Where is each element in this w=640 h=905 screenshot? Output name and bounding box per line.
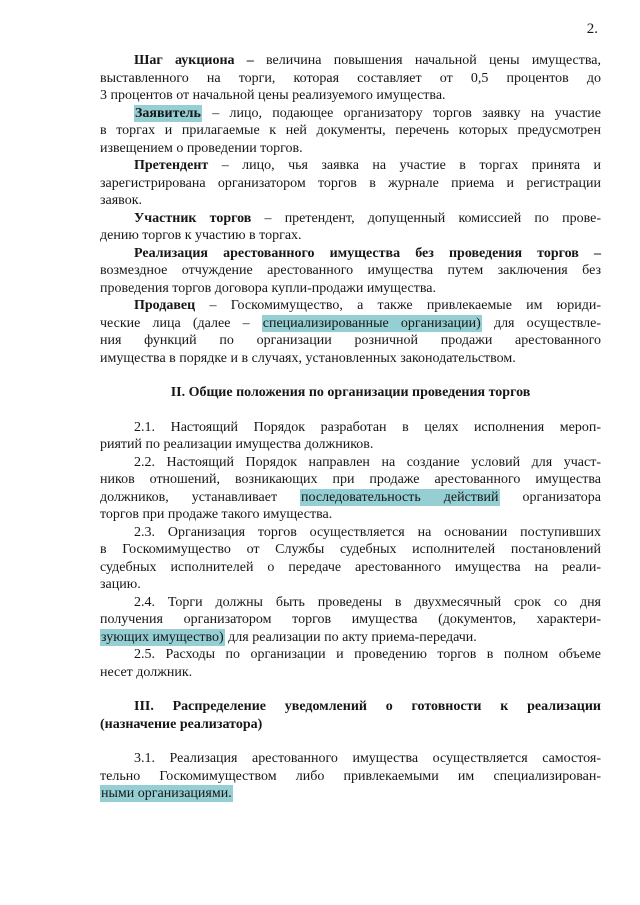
paragraph [100,419,601,454]
text-segment: должников, устанавливает [100,489,301,505]
text-line [100,541,601,559]
text-segment: выставленного на торги, которая составляет от 0,5 процентов до [100,70,601,86]
text-segment: риятий по реализации имущества должников. [100,437,374,452]
paragraph [100,454,601,524]
text-segment: 2.3. Организация торгов осуществляется на основании поступивших [134,524,601,540]
text-segment: Претендент [134,158,209,173]
highlighted-text: последовательность действий [301,489,499,505]
text-line [100,210,601,228]
highlighted-text: Заявитель [135,105,201,121]
text-line [100,157,601,175]
text-segment: 2.5. Расходы по организации и проведению торгов в полном объеме [134,647,601,662]
text-line [100,227,601,245]
paragraph [100,750,601,803]
text-line [100,576,601,594]
text-line [100,140,601,158]
text-segment: ния функций по организации розничной продажи арестованного [100,333,601,348]
text-line [100,350,601,368]
text-line [100,52,601,70]
paragraph [100,297,601,367]
text-segment: судебных исполнителей о передаче арестованного имущества на реали- [100,559,601,575]
text-line [100,175,601,193]
text-segment: 3.1. Реализация арестованного имущества осуществляется самостоя- [134,751,601,766]
highlighted-text: ными организациями. [101,786,232,801]
text-segment: ников отношений, возникающих при продаже арестованного имущества [100,472,601,487]
text-segment: для осуществле- [481,315,602,331]
text-line [100,785,601,803]
paragraph [100,245,601,298]
text-line [100,262,601,280]
paragraph [100,157,601,210]
paragraph [100,105,601,158]
text-line [100,192,601,210]
paragraph [100,52,601,105]
document-body [100,52,601,803]
text-line [100,524,601,542]
text-line [100,454,601,472]
text-line [100,315,601,333]
text-segment: организатора [499,489,601,505]
text-segment: – Госкомимущество, а также привлекаемые им юриди- [195,298,601,313]
text-segment: – лицо, чья заявка на участие в торгах принята и [208,158,601,173]
paragraph [100,646,601,681]
text-line [100,87,601,105]
text-segment: в торгах и прилагаемые к ней документы, перечень которых предусмотрен [100,123,601,138]
section-heading [100,384,601,402]
text-segment: II. Общие положения по организации проведения торгов [170,385,531,400]
text-segment: зацию. [100,577,141,592]
text-segment: – лицо, подающее организатору торгов заявку на участие [201,105,601,121]
text-segment: несет должник. [100,664,193,680]
text-segment: Продавец [134,298,196,313]
text-segment: имущества в порядке и в случаях, установленных законодательством. [100,350,516,366]
text-segment: – претендент, допущенный комиссией по прове- [251,210,601,226]
paragraph [100,594,601,647]
text-segment: (назначение реализатора) [100,716,263,732]
text-line [100,664,601,682]
text-line [100,471,601,489]
text-line [100,297,601,315]
text-segment: III. Распределение уведомлений о готовности к реализации [134,699,601,714]
text-line [100,611,601,629]
text-line [100,70,601,88]
text-line [100,105,601,123]
text-line [100,245,601,263]
text-segment: дению торгов к участию в торгах. [100,228,302,243]
paragraph [100,210,601,245]
text-segment: 2.4. Торги должны быть проведены в двухмесячный срок со дня [134,594,601,610]
text-segment: возмездное отчуждение арестованного имущества путем заключения без [100,263,601,278]
page-number: 2. [586,21,598,37]
text-line [100,489,601,507]
text-segment: ческие лица (далее – [100,315,262,331]
text-segment: получения организатором торгов имущества (документов, характери- [100,612,601,627]
text-segment: извещением о проведении торгов. [100,140,303,156]
paragraph [100,524,601,594]
text-line [100,506,601,524]
text-segment: Реализация арестованного имущества без проведения торгов – [134,245,601,261]
text-segment: в Госкомимущество от Службы судебных исполнителей постановлений [100,542,601,557]
text-line [100,122,601,140]
text-line [100,559,601,577]
text-line [100,419,601,437]
text-line [100,646,601,664]
highlighted-text: зующих имущество) [101,629,224,645]
text-line [100,768,601,786]
text-segment: 2.2. Настоящий Порядок направлен на создание условий для участ- [134,454,601,470]
text-segment: для реализации по акту приема-передачи. [224,629,477,645]
text-segment: проведения торгов договора купли-продажи имущества. [100,280,436,296]
text-segment: 2.1. Настоящий Порядок разработан в целях исполнения мероп- [134,419,601,435]
text-line [100,698,601,716]
text-segment: 3 процентов от начальной цены реализуемого имущества. [100,88,446,103]
text-segment: тельно Госкомимуществом либо привлекаемыми им специализирован- [100,768,601,784]
text-line [100,436,601,454]
section-heading [100,698,601,733]
text-line [100,280,601,298]
text-line [100,594,601,612]
text-line [100,384,601,402]
text-segment: торгов при продаже такого имущества. [100,507,333,522]
text-line [100,332,601,350]
highlighted-text: специализированные организации) [262,315,481,331]
text-line [100,629,601,647]
text-segment: зарегистрирована организатором торгов в журнале приема и регистрации [100,175,601,191]
text-segment: Участник торгов [134,210,252,226]
text-segment: Шаг аукциона – [134,53,266,68]
text-segment: величина повышения начальной цены имущества, [266,53,601,68]
text-line [100,716,601,734]
text-segment: заявок. [100,193,142,208]
text-line [100,750,601,768]
